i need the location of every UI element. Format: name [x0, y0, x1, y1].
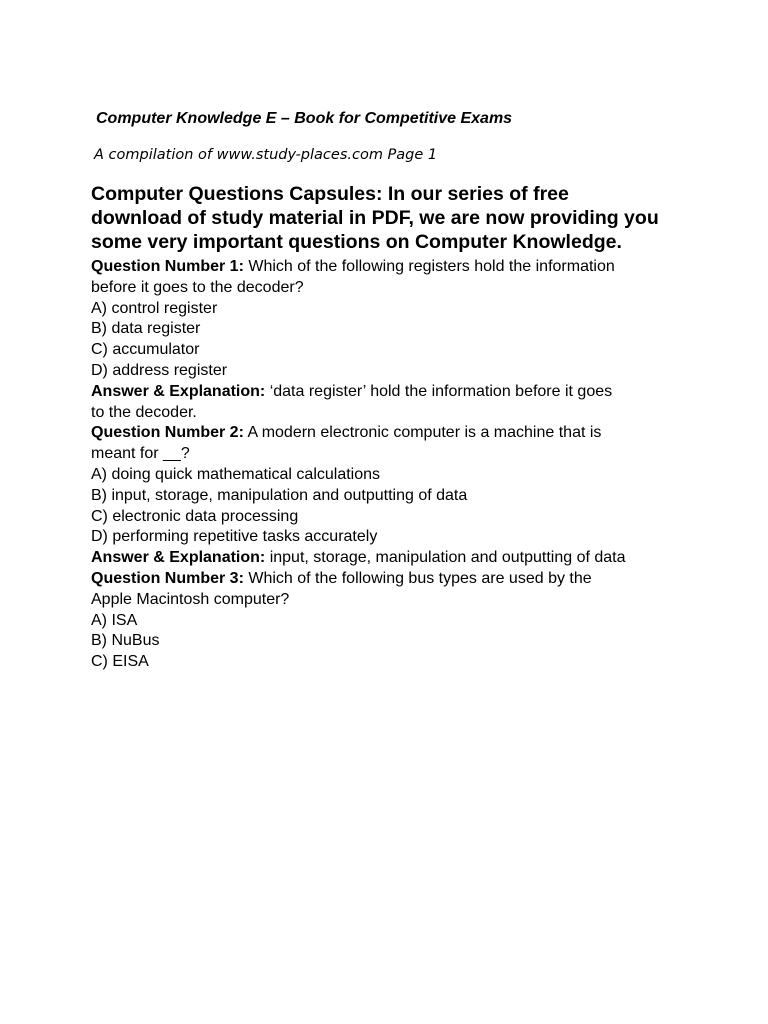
intro-line: Computer Questions Capsules: In our series of free	[91, 183, 569, 205]
question-1-option-d: D) address register	[91, 361, 228, 379]
questions-body	[91, 257, 731, 673]
page-title: Computer Knowledge E – Book for Competitive Exams	[96, 110, 513, 127]
question-2-line	[91, 423, 731, 444]
question-2-option-b: B) input, storage, manipulation and outputting of data	[91, 486, 468, 504]
question-3-line	[91, 569, 731, 590]
question-1-option-c: C) accumulator	[91, 341, 200, 359]
question-3-text-cont: Apple Macintosh computer?	[91, 590, 290, 608]
page-subtitle: A compilation of www.study-places.com Page 1	[94, 147, 438, 163]
question-1-line	[91, 257, 731, 278]
answer-2-label: Answer & Explanation:	[91, 549, 266, 567]
answer-1-text-cont: to the decoder.	[91, 403, 197, 421]
question-2-option-d: D) performing repetitive tasks accurately	[91, 528, 378, 546]
intro-line: some very important questions on Computer Knowledge.	[91, 231, 622, 253]
question-3-text: Which of the following bus types are used by the	[243, 569, 592, 587]
question-3-label: Question Number 3:	[91, 569, 244, 587]
question-2-label: Question Number 2:	[91, 424, 244, 442]
answer-1-label: Answer & Explanation:	[91, 382, 266, 400]
question-1-text-cont: before it goes to the decoder?	[91, 278, 304, 296]
question-3-option-b: B) NuBus	[91, 632, 160, 650]
intro-paragraph	[91, 182, 731, 254]
question-2-option-a: A) doing quick mathematical calculations	[91, 465, 381, 483]
question-1-option-b: B) data register	[91, 320, 201, 338]
question-1-label: Question Number 1:	[91, 258, 244, 275]
question-2-text: A modern electronic computer is a machine that is	[243, 424, 602, 442]
question-1-option-a: A) control register	[91, 299, 218, 317]
question-2-text-cont: meant for __?	[91, 445, 190, 463]
question-3-option-a: A) ISA	[91, 611, 138, 629]
intro-line: download of study material in PDF, we are now providing you	[91, 207, 659, 229]
answer-1-line	[91, 382, 731, 403]
question-1-text: Which of the following registers hold the information	[243, 258, 615, 275]
answer-2-line	[91, 548, 731, 569]
question-2-option-c: C) electronic data processing	[91, 507, 299, 525]
answer-2-text: input, storage, manipulation and outputting of data	[265, 549, 626, 567]
question-3-option-c: C) EISA	[91, 653, 149, 671]
answer-1-text: ‘data register’ hold the information before it goes	[265, 382, 613, 400]
